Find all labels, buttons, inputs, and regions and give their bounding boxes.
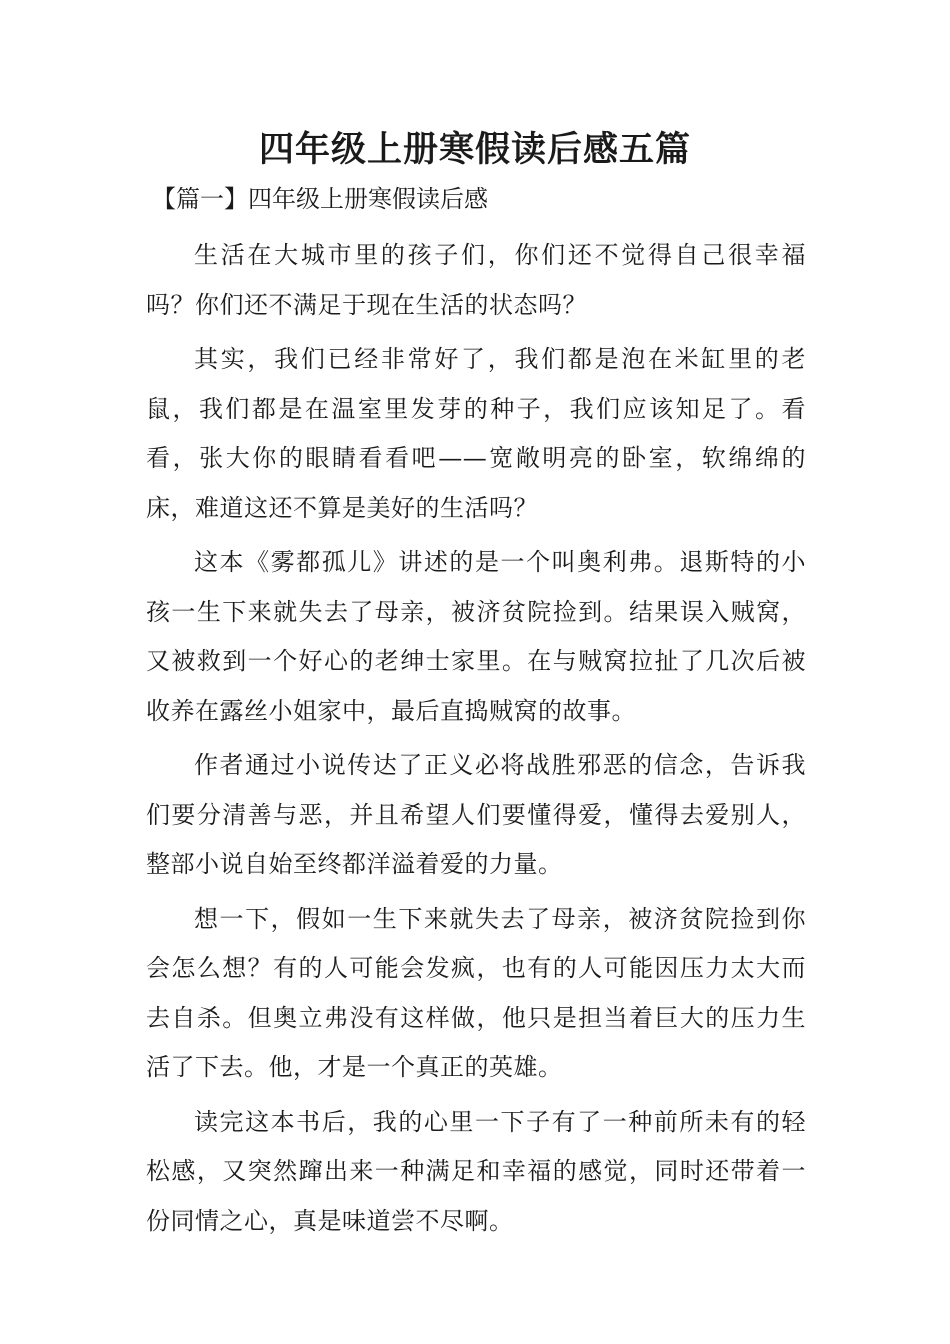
paragraph: 读完这本书后，我的心里一下子有了一种前所未有的轻松感，又突然蹿出来一种满足和幸福的感觉，同时还带着一份同情之心，真是味道尝不尽啊。 [146,1107,806,1235]
paragraph: 这本《雾都孤儿》讲述的是一个叫奥利弗。退斯特的小孩一生下来就失去了母亲，被济贫院捡到。结果误入贼窝，又被救到一个好心的老绅士家里。在与贼窝拉扯了几次后被收养在露丝小姐家中，最后直捣贼窝的故事。 [146,548,806,725]
section-heading: 【篇一】四年级上册寒假读后感 [152,185,488,213]
paragraph: 生活在大城市里的孩子们，你们还不觉得自己很幸福吗？你们还不满足于现在生活的状态吗？ [146,241,806,319]
paragraph: 作者通过小说传达了正义必将战胜邪恶的信念，告诉我们要分清善与恶，并且希望人们要懂得爱，懂得去爱别人，整部小说自始至终都洋溢着爱的力量。 [146,751,806,878]
document-body [146,231,806,1251]
paragraph: 其实，我们已经非常好了，我们都是泡在米缸里的老鼠，我们都是在温室里发芽的种子，我们应该知足了。看看，张大你的眼睛看看吧——宽敞明亮的卧室，软绵绵的床，难道这还不算是美好的生活吗？ [146,345,806,522]
paragraph: 想一下，假如一生下来就失去了母亲，被济贫院捡到你会怎么想？有的人可能会发疯，也有的人可能因压力太大而去自杀。但奥立弗没有这样做，他只是担当着巨大的压力生活了下去。他，才是一个真正的英雄。 [146,904,806,1081]
document-title: 四年级上册寒假读后感五篇 [258,129,691,170]
